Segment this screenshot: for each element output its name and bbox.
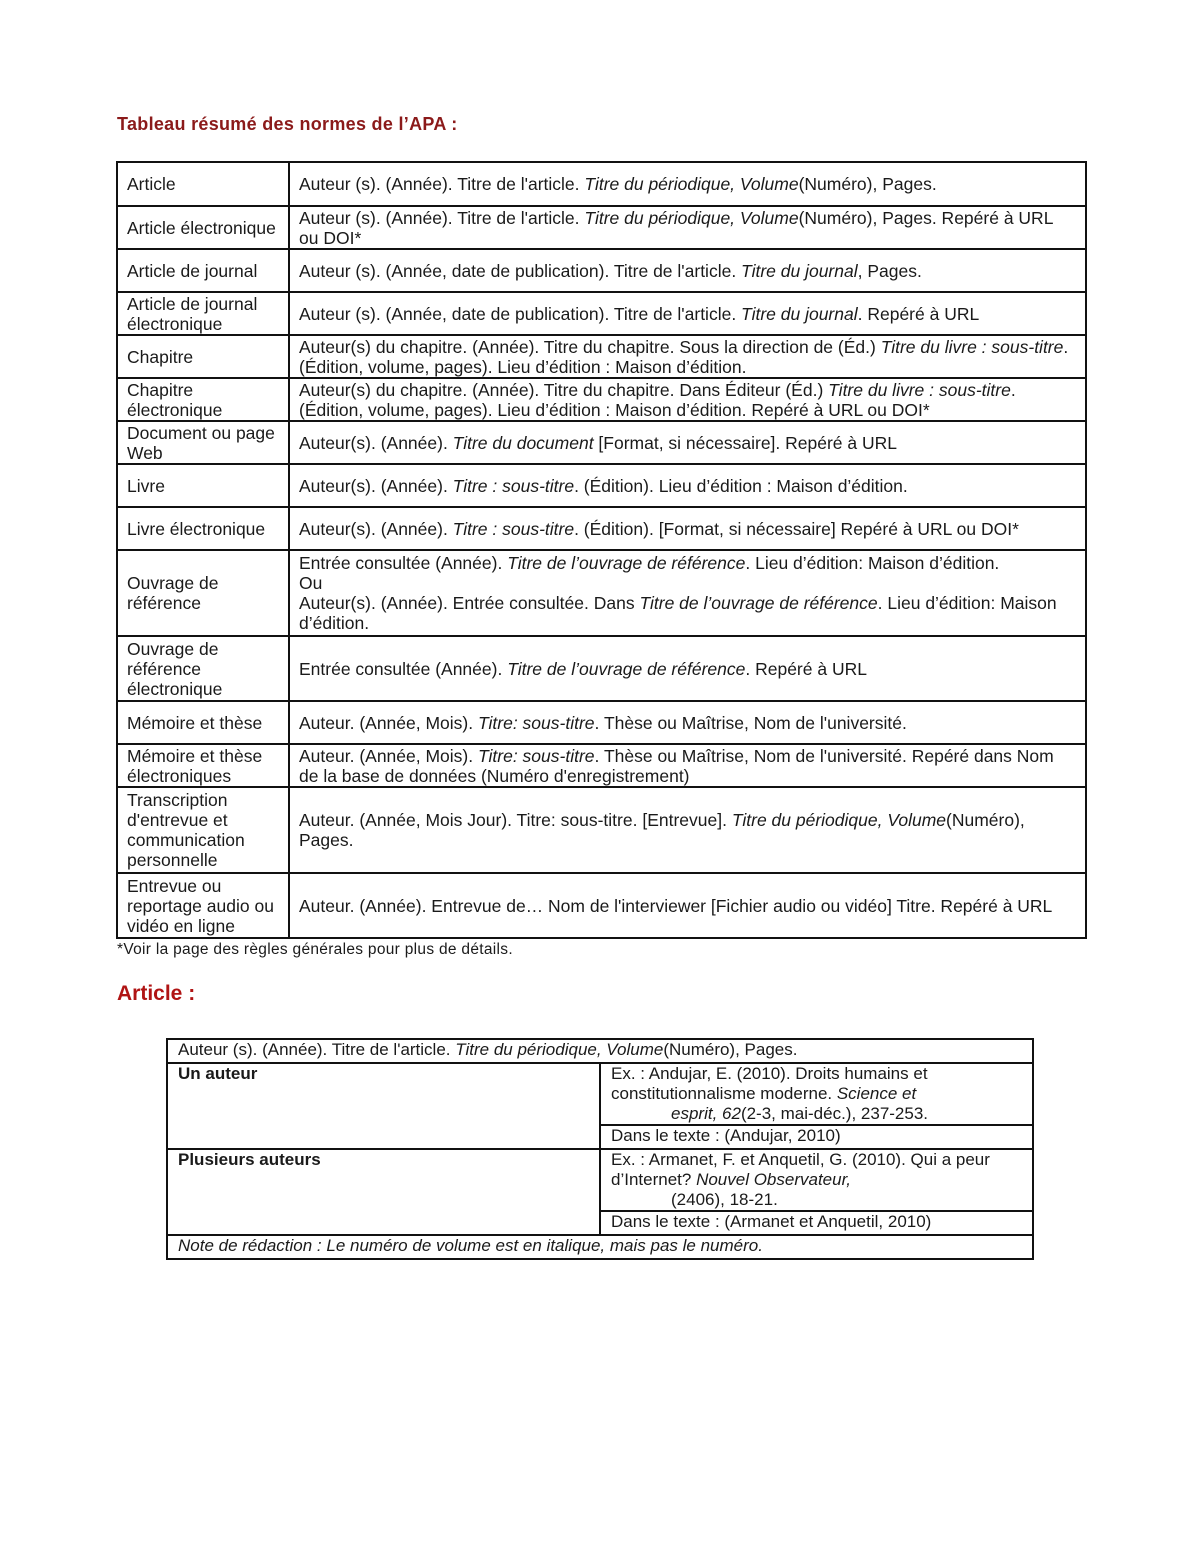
- many-authors-example-line-1: [611, 1150, 1022, 1190]
- reference-format-segment: (Numéro), Pages.: [299, 810, 1025, 850]
- reference-format-segment: Titre: sous-titre: [477, 745, 595, 766]
- reference-format-line: [299, 573, 1076, 593]
- reference-format-line: [299, 519, 1076, 539]
- document-type-cell: Article de journal: [117, 249, 289, 292]
- summary-row: [117, 636, 1086, 701]
- reference-format-segment: Titre du journal: [741, 303, 858, 324]
- reference-format-cell: [289, 335, 1086, 378]
- reference-format-cell: [289, 873, 1086, 938]
- editorial-note: Note de rédaction : Le numéro de volume est en italique, mais pas le numéro.: [167, 1235, 1033, 1259]
- text-segment: Ex. : Armanet, F. et Anquetil, G. (2010). Qui a peur d’Internet?: [611, 1150, 990, 1189]
- summary-row: [117, 421, 1086, 464]
- document-type-cell: Article électronique: [117, 206, 289, 249]
- reference-format-line: [299, 433, 1076, 453]
- reference-format-segment: . Lieu d’édition: Maison d’édition.: [745, 553, 1000, 573]
- reference-format-line: [299, 659, 1076, 679]
- summary-row: [117, 249, 1086, 292]
- reference-format-segment: Titre du livre : sous-titre: [828, 379, 1011, 400]
- reference-format-cell: [289, 744, 1086, 787]
- text-segment: Science et: [836, 1084, 917, 1103]
- reference-format-segment: , Pages.: [857, 260, 922, 281]
- reference-format-cell: [289, 464, 1086, 507]
- reference-format-segment: . Lieu d’édition: Maison d’édition.: [299, 593, 1057, 633]
- text-segment: Titre du périodique, Volume: [455, 1040, 664, 1059]
- reference-format-segment: Entrée consultée (Année).: [299, 553, 508, 573]
- reference-format-line: [299, 810, 1076, 850]
- many-authors-label: Plusieurs auteurs: [167, 1149, 600, 1235]
- document-type-cell: Document ou page Web: [117, 421, 289, 464]
- reference-format-segment: . Thèse ou Maîtrise, Nom de l'université.: [594, 712, 907, 733]
- many-authors-in-text: Dans le texte : (Armanet et Anquetil, 2010): [600, 1211, 1033, 1235]
- reference-format-cell: [289, 507, 1086, 550]
- reference-format-line: [299, 208, 1076, 248]
- footnote: *Voir la page des règles générales pour plus de détails.: [117, 941, 513, 958]
- reference-format-segment: Auteur (s). (Année, date de publication). Titre de l'article.: [299, 303, 742, 324]
- reference-format-segment: Titre du périodique, Volume: [584, 207, 799, 228]
- reference-format-line: [299, 337, 1076, 377]
- reference-format-segment: (Numéro), Pages.: [798, 174, 937, 194]
- reference-format-segment: [Format, si nécessaire]. Repéré à URL: [593, 432, 898, 453]
- document-type-cell: Transcription d'entrevue et communication personnelle: [117, 787, 289, 873]
- document-type-cell: Mémoire et thèse électroniques: [117, 744, 289, 787]
- reference-format-segment: Titre du livre : sous-titre: [880, 336, 1064, 357]
- document-type-cell: Chapitre: [117, 335, 289, 378]
- reference-format-segment: Titre de l’ouvrage de référence: [507, 553, 746, 573]
- text-segment: Auteur (s). (Année). Titre de l'article.: [178, 1040, 456, 1059]
- document-type-cell: Ouvrage de référence électronique: [117, 636, 289, 701]
- reference-format-segment: . (Édition, volume, pages). Lieu d’édition : Maison d’édition. Repéré à URL ou DOI*: [299, 379, 1016, 420]
- summary-row: [117, 206, 1086, 249]
- reference-format-line: [299, 476, 1076, 496]
- reference-format-line: [299, 553, 1076, 573]
- text-segment: (2406), 18-21.: [671, 1190, 778, 1209]
- reference-format-segment: Titre du journal: [741, 260, 858, 281]
- one-author-example-line-2: [611, 1104, 1022, 1124]
- reference-format-segment: Auteur (s). (Année). Titre de l'article.: [299, 174, 585, 194]
- reference-format-segment: Auteur(s) du chapitre. (Année). Titre du chapitre. Sous la direction de (Éd.): [299, 336, 881, 357]
- reference-format-segment: Ou: [299, 573, 323, 593]
- many-authors-example: [600, 1149, 1033, 1211]
- reference-format-segment: Auteur. (Année). Entrevue de… Nom de l'interviewer [Fichier audio ou vidéo] Titre. Repéré à URL: [299, 895, 1053, 916]
- reference-format-line: [299, 261, 1076, 281]
- summary-row: [117, 550, 1086, 636]
- text-segment: (2-3, mai-déc.), 237-253.: [740, 1104, 929, 1123]
- document-type-cell: Article de journal électronique: [117, 292, 289, 335]
- reference-format-cell: [289, 636, 1086, 701]
- reference-format-segment: Auteur. (Année, Mois).: [299, 712, 478, 733]
- reference-format-segment: Auteur(s). (Année).: [299, 475, 453, 496]
- reference-format-segment: Auteur(s) du chapitre. (Année). Titre du chapitre. Dans Éditeur (Éd.): [299, 379, 829, 400]
- text-segment: Ex. : Andujar, E. (2010). Droits humains et constitutionnalisme moderne.: [611, 1064, 928, 1103]
- article-example-table: [166, 1038, 1034, 1260]
- summary-row: [117, 701, 1086, 744]
- many-authors-example-line-2: [611, 1190, 1022, 1210]
- reference-format-cell: [289, 421, 1086, 464]
- section-title-article: Article :: [117, 982, 196, 1005]
- summary-row: [117, 744, 1086, 787]
- document-type-cell: Livre: [117, 464, 289, 507]
- reference-format-line: [299, 174, 1076, 194]
- reference-format-segment: Titre de l’ouvrage de référence: [507, 658, 746, 679]
- reference-format-segment: Titre : sous-titre: [452, 518, 575, 539]
- reference-format-line: [299, 380, 1076, 420]
- text-segment: (Numéro), Pages.: [663, 1040, 798, 1059]
- reference-format-segment: Titre du document: [452, 432, 594, 453]
- reference-format-segment: . Thèse ou Maîtrise, Nom de l'université. Repéré dans Nom de la base de données (Numéro d'enregistrement): [299, 745, 1054, 786]
- one-author-label: Un auteur: [167, 1063, 600, 1149]
- reference-format-segment: Titre: sous-titre: [477, 712, 595, 733]
- reference-format-segment: Titre : sous-titre: [452, 475, 575, 496]
- document-type-cell: Chapitre électronique: [117, 378, 289, 421]
- summary-row: [117, 378, 1086, 421]
- reference-format-segment: . (Édition). [Format, si nécessaire] Repéré à URL ou DOI*: [574, 518, 1019, 539]
- reference-format-line: [299, 304, 1076, 324]
- summary-row: [117, 464, 1086, 507]
- reference-format-segment: Auteur (s). (Année). Titre de l'article.: [299, 207, 585, 228]
- apa-summary-table: [116, 161, 1087, 939]
- reference-format-segment: Titre du périodique, Volume: [584, 174, 799, 194]
- reference-format-line: [299, 713, 1076, 733]
- reference-format-line: [299, 746, 1076, 786]
- reference-format-line: [299, 896, 1076, 916]
- text-segment: esprit, 62: [671, 1104, 741, 1123]
- text-segment: Nouvel Observateur,: [696, 1170, 852, 1189]
- reference-format-cell: [289, 701, 1086, 744]
- document-type-cell: Livre électronique: [117, 507, 289, 550]
- reference-format-cell: [289, 249, 1086, 292]
- reference-format-segment: (Numéro), Pages. Repéré à URL ou DOI*: [299, 207, 1053, 248]
- document-type-cell: Article: [117, 162, 289, 206]
- one-author-in-text: Dans le texte : (Andujar, 2010): [600, 1125, 1033, 1149]
- summary-row: [117, 787, 1086, 873]
- page-heading: Tableau résumé des normes de l’APA :: [117, 114, 458, 134]
- summary-row: [117, 873, 1086, 938]
- summary-row: [117, 335, 1086, 378]
- reference-format-segment: Entrée consultée (Année).: [299, 658, 508, 679]
- reference-format-line: [299, 593, 1076, 633]
- reference-format-segment: Auteur(s). (Année).: [299, 432, 453, 453]
- reference-format-segment: . (Édition). Lieu d’édition : Maison d’édition.: [574, 475, 908, 496]
- document-type-cell: Mémoire et thèse: [117, 701, 289, 744]
- reference-format-segment: Titre de l’ouvrage de référence: [639, 593, 878, 613]
- reference-format-segment: Auteur(s). (Année). Entrée consultée. Dans: [299, 593, 640, 613]
- article-format-header: [167, 1039, 1033, 1063]
- document-type-cell: Ouvrage de référence: [117, 550, 289, 636]
- summary-row: [117, 162, 1086, 206]
- one-author-example: [600, 1063, 1033, 1125]
- document-type-cell: Entrevue ou reportage audio ou vidéo en ligne: [117, 873, 289, 938]
- reference-format-segment: . Repéré à URL: [857, 303, 980, 324]
- summary-row: [117, 507, 1086, 550]
- reference-format-segment: Titre du périodique, Volume: [731, 810, 947, 830]
- summary-row: [117, 292, 1086, 335]
- reference-format-cell: [289, 292, 1086, 335]
- reference-format-cell: [289, 787, 1086, 873]
- reference-format-cell: [289, 378, 1086, 421]
- reference-format-cell: [289, 162, 1086, 206]
- reference-format-segment: Auteur(s). (Année).: [299, 518, 453, 539]
- reference-format-segment: Auteur. (Année, Mois Jour). Titre: sous-titre. [Entrevue].: [299, 810, 732, 830]
- reference-format-segment: Auteur (s). (Année, date de publication). Titre de l'article.: [299, 260, 742, 281]
- reference-format-cell: [289, 206, 1086, 249]
- reference-format-segment: . (Édition, volume, pages). Lieu d’édition : Maison d’édition.: [299, 336, 1069, 377]
- reference-format-cell: [289, 550, 1086, 636]
- reference-format-segment: Auteur. (Année, Mois).: [299, 745, 478, 766]
- one-author-example-line-1: [611, 1064, 1022, 1104]
- reference-format-segment: . Repéré à URL: [745, 658, 867, 679]
